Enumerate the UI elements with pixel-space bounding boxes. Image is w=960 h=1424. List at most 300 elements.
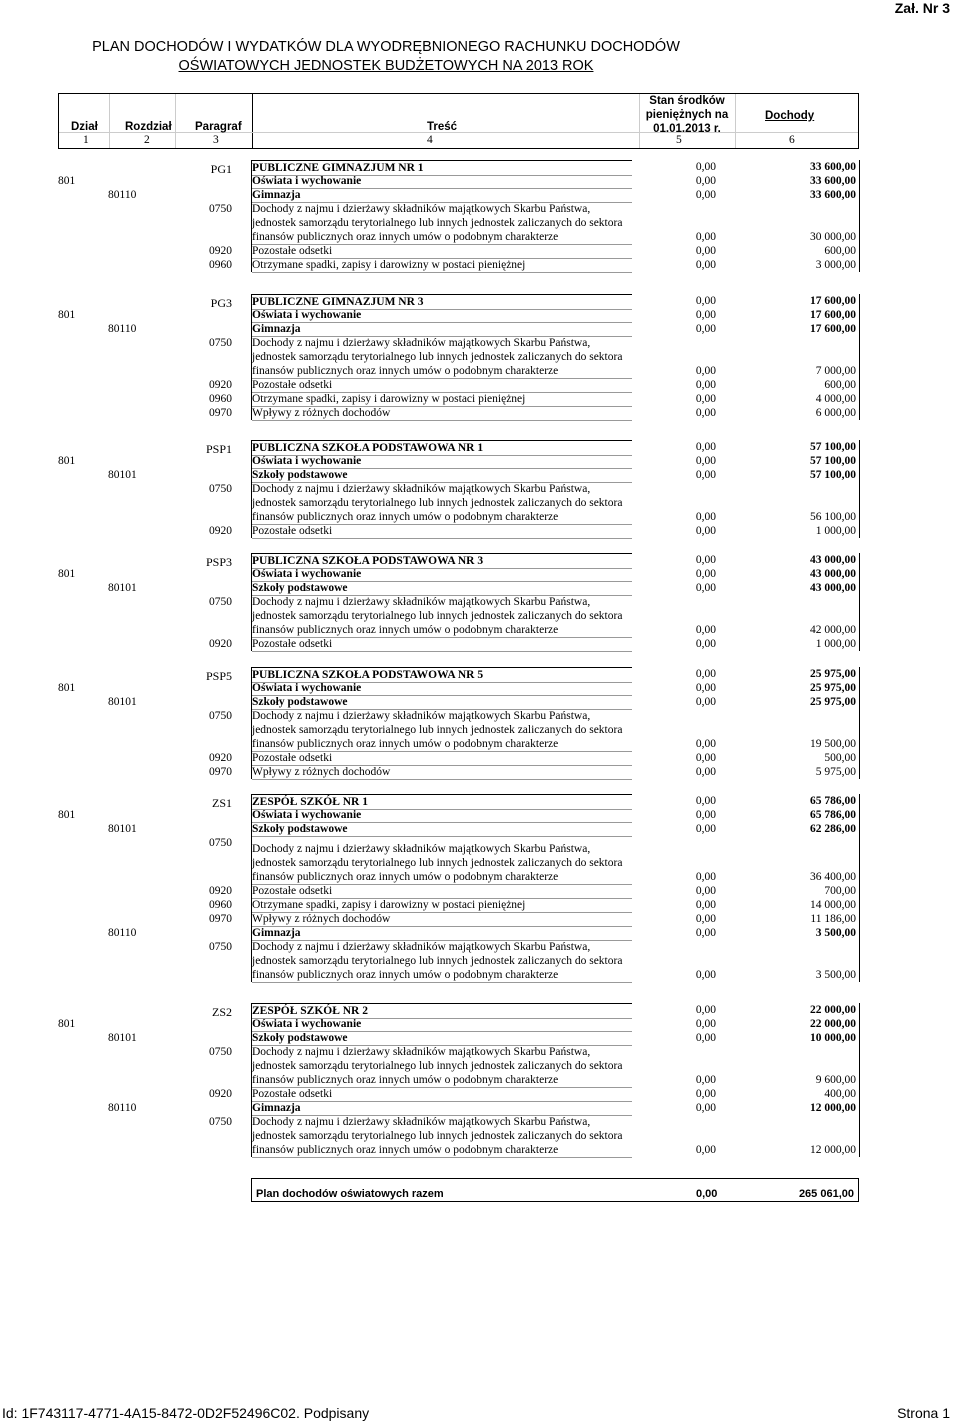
tresc-cell: PUBLICZNA SZKOŁA PODSTAWOWA NR 1	[252, 440, 632, 456]
dochody-cell: 17 600,00	[810, 309, 856, 321]
header-divider	[175, 94, 176, 148]
row-border	[859, 581, 860, 595]
paragraf-cell: 0920	[209, 638, 232, 650]
paragraf-cell: 0920	[209, 245, 232, 257]
table-row	[58, 524, 859, 538]
tresc-cell: Pozostałe odsetki	[252, 637, 632, 652]
dochody-cell: 17 600,00	[810, 323, 856, 335]
dochody-cell: 3 500,00	[815, 969, 856, 981]
tresc-cell: Dochody z najmu i dzierżawy składników majątkowych Skarbu Państwa, jednostek samorządu terytorialnego lub innych jednostek zaliczanych do sektora finansów publicznych oraz innych umów o podobnym charakterze	[252, 336, 632, 379]
paragraf-cell: 0750	[209, 1046, 232, 1058]
tresc-cell: Otrzymane spadki, zapisy i darowizny w postaci pieniężnej	[252, 392, 632, 407]
tresc-cell: ZESPÓŁ SZKÓŁ NR 1	[252, 794, 632, 810]
row-border	[859, 378, 860, 392]
stan-cell: 0,00	[695, 469, 716, 481]
stan-cell: 0,00	[695, 638, 716, 650]
paragraf-cell: 0750	[209, 837, 232, 849]
dochody-cell: 33 600,00	[810, 175, 856, 187]
row-border	[859, 1101, 860, 1115]
stan-cell: 0,00	[695, 1088, 716, 1100]
row-border	[859, 202, 860, 244]
paragraf-cell: 0970	[209, 766, 232, 778]
tresc-cell: Wpływy z różnych dochodów	[252, 765, 632, 780]
stan-cell: 0,00	[695, 1032, 716, 1044]
row-border	[859, 1045, 860, 1087]
summary-label: Plan dochodów oświatowych razem	[256, 1188, 444, 1200]
paragraf-cell: 0920	[209, 525, 232, 537]
row-border	[859, 174, 860, 188]
tresc-cell: Pozostałe odsetki	[252, 524, 632, 539]
col-number: 5	[676, 134, 682, 146]
dochody-cell: 25 975,00	[810, 696, 856, 708]
dochody-cell: 5 975,00	[815, 766, 856, 778]
paragraf-cell: 0960	[209, 899, 232, 911]
stan-cell: 0,00	[695, 441, 716, 453]
tresc-cell: Dochody z najmu i dzierżawy składników majątkowych Skarbu Państwa, jednostek samorządu terytorialnego lub innych jednostek zaliczanych do sektora finansów publicznych oraz innych umów o podobnym charakterze	[252, 482, 632, 525]
tresc-cell: Otrzymane spadki, zapisy i darowizny w postaci pieniężnej	[252, 258, 632, 273]
tresc-cell: Dochody z najmu i dzierżawy składników majątkowych Skarbu Państwa, jednostek samorządu terytorialnego lub innych jednostek zaliczanych do sektora finansów publicznych oraz innych umów o podobnym charakterze	[252, 1045, 632, 1088]
header-divider	[252, 94, 253, 148]
row-border	[859, 1087, 860, 1101]
row-border	[859, 336, 860, 378]
table-row	[58, 695, 859, 709]
dochody-cell: 56 100,00	[810, 511, 856, 523]
col-number: 1	[83, 134, 89, 146]
dochody-cell: 33 600,00	[810, 161, 856, 173]
dochody-cell: 3 500,00	[815, 927, 856, 939]
dochody-cell: 57 100,00	[810, 441, 856, 453]
tresc-cell: Oświata i wychowanie	[252, 174, 632, 189]
stan-cell: 0,00	[695, 624, 716, 636]
row-border	[859, 160, 860, 174]
header-rozdzial: Rozdział	[125, 121, 172, 133]
stan-cell: 0,00	[695, 766, 716, 778]
paragraf-cell: 0750	[209, 596, 232, 608]
dochody-cell: 62 286,00	[810, 823, 856, 835]
tresc-cell: Oświata i wychowanie	[252, 1017, 632, 1032]
row-border	[859, 244, 860, 258]
table-row	[58, 808, 859, 822]
table-row	[58, 378, 859, 392]
unit-block	[58, 160, 859, 272]
stan-cell: 0,00	[695, 899, 716, 911]
row-border	[859, 468, 860, 482]
stan-cell: 0,00	[695, 1018, 716, 1030]
unit-header-row	[58, 794, 859, 808]
paragraf-cell: 0960	[209, 393, 232, 405]
paragraf-cell: PSP1	[205, 442, 232, 456]
header-stan	[639, 94, 735, 136]
table-row	[58, 765, 859, 779]
table-row	[58, 406, 859, 420]
dochody-cell: 57 100,00	[810, 469, 856, 481]
document-title	[0, 38, 772, 76]
table-row	[58, 1115, 859, 1157]
footer-id: Id: 1F743117-4771-4A15-8472-0D2F52496C02. Podpisany	[2, 1405, 370, 1421]
summary-total: 265 061,00	[798, 1188, 854, 1200]
dochody-cell: 600,00	[824, 245, 856, 257]
row-border	[859, 454, 860, 468]
stan-cell: 0,00	[695, 582, 716, 594]
summary-row	[251, 1178, 859, 1202]
stan-cell: 0,00	[695, 969, 716, 981]
tresc-cell: Gimnazja	[252, 322, 632, 337]
unit-block	[58, 553, 859, 651]
stan-cell: 0,00	[695, 682, 716, 694]
stan-cell: 0,00	[695, 696, 716, 708]
table-row	[58, 392, 859, 406]
tresc-cell: Pozostałe odsetki	[252, 884, 632, 899]
dochody-cell: 3 000,00	[815, 259, 856, 271]
row-border	[859, 258, 860, 272]
tresc-cell: Oświata i wychowanie	[252, 681, 632, 696]
attachment-label: Zał. Nr 3	[894, 0, 950, 16]
table-row	[58, 482, 859, 524]
unit-header-row	[58, 440, 859, 454]
dochody-cell: 14 000,00	[810, 899, 856, 911]
paragraf-cell: 0920	[209, 885, 232, 897]
tresc-cell: PUBLICZNE GIMNAZJUM NR 1	[252, 160, 632, 176]
paragraf-cell: 0970	[209, 407, 232, 419]
dochody-cell: 36 400,00	[810, 871, 856, 883]
row-border	[859, 1115, 860, 1157]
rozdzial-cell: 80110	[108, 1102, 137, 1114]
dochody-cell: 22 000,00	[810, 1018, 856, 1030]
dochody-cell: 12 000,00	[810, 1144, 856, 1156]
tresc-cell: PUBLICZNE GIMNAZJUM NR 3	[252, 294, 632, 310]
dochody-cell: 7 000,00	[815, 365, 856, 377]
tresc-cell: Szkoły podstawowe	[252, 581, 632, 596]
stan-cell: 0,00	[695, 393, 716, 405]
stan-cell: 0,00	[695, 231, 716, 243]
row-border	[859, 681, 860, 695]
unit-header-row	[58, 667, 859, 681]
stan-cell: 0,00	[695, 885, 716, 897]
tresc-cell: Pozostałe odsetki	[252, 751, 632, 766]
tresc-cell: Szkoły podstawowe	[252, 1031, 632, 1046]
row-border	[859, 912, 860, 926]
dochody-cell: 57 100,00	[810, 455, 856, 467]
rozdzial-cell: 80110	[108, 189, 137, 201]
table-row	[58, 258, 859, 272]
row-border	[859, 822, 860, 836]
unit-block	[58, 667, 859, 779]
table-row	[58, 898, 859, 912]
row-border	[859, 322, 860, 336]
row-border	[859, 294, 860, 308]
tresc-cell: Gimnazja	[252, 1101, 632, 1116]
paragraf-cell: ZS1	[211, 796, 232, 810]
tresc-cell: Dochody z najmu i dzierżawy składników majątkowych Skarbu Państwa, jednostek samorządu terytorialnego lub innych jednostek zaliczanych do sektora finansów publicznych oraz innych umów o podobnym charakterze	[252, 842, 632, 885]
title-line-2: OŚWIATOWYCH JEDNOSTEK BUDŻETOWYCH NA 2013 ROK	[178, 58, 594, 74]
table-row	[58, 822, 859, 836]
unit-header-row	[58, 553, 859, 567]
table-row	[58, 912, 859, 926]
dzial-cell: 801	[58, 309, 76, 321]
table-row	[58, 836, 859, 884]
table-row	[58, 454, 859, 468]
paragraf-cell: 0920	[209, 752, 232, 764]
row-border	[859, 695, 860, 709]
table-row	[58, 308, 859, 322]
tresc-cell: Szkoły podstawowe	[252, 822, 632, 837]
stan-cell: 0,00	[695, 568, 716, 580]
stan-cell: 0,00	[695, 455, 716, 467]
stan-cell: 0,00	[695, 323, 716, 335]
tresc-cell: Dochody z najmu i dzierżawy składników majątkowych Skarbu Państwa, jednostek samorządu terytorialnego lub innych jednostek zaliczanych do sektora finansów publicznych oraz innych umów o podobnym charakterze	[252, 1115, 632, 1158]
rozdzial-cell: 80101	[108, 582, 137, 594]
row-border	[859, 308, 860, 322]
paragraf-cell: 0920	[209, 1088, 232, 1100]
tresc-cell: Oświata i wychowanie	[252, 567, 632, 582]
table-row	[58, 1031, 859, 1045]
stan-cell: 0,00	[695, 245, 716, 257]
table-row	[58, 709, 859, 751]
dochody-cell: 1 000,00	[815, 638, 856, 650]
stan-cell: 0,00	[695, 809, 716, 821]
header-stan-line: pieniężnych na	[645, 109, 729, 121]
row-border	[859, 898, 860, 912]
stan-cell: 0,00	[695, 161, 716, 173]
dochody-cell: 400,00	[824, 1088, 856, 1100]
table-row	[58, 884, 859, 898]
unit-header-row	[58, 160, 859, 174]
dochody-cell: 43 000,00	[810, 582, 856, 594]
tresc-cell: Wpływy z różnych dochodów	[252, 406, 632, 421]
tresc-cell: Oświata i wychowanie	[252, 454, 632, 469]
header-divider	[735, 94, 736, 148]
stan-cell: 0,00	[695, 1102, 716, 1114]
unit-block	[58, 794, 859, 982]
unit-block	[58, 1003, 859, 1157]
dochody-cell: 25 975,00	[810, 682, 856, 694]
paragraf-cell: 0750	[209, 203, 232, 215]
stan-cell: 0,00	[695, 1074, 716, 1086]
stan-cell: 0,00	[695, 525, 716, 537]
dochody-cell: 65 786,00	[810, 809, 856, 821]
tresc-cell: Dochody z najmu i dzierżawy składników majątkowych Skarbu Państwa, jednostek samorządu terytorialnego lub innych jednostek zaliczanych do sektora finansów publicznych oraz innych umów o podobnym charakterze	[252, 709, 632, 752]
row-border	[859, 637, 860, 651]
footer-page-number: Strona 1	[897, 1405, 950, 1421]
table-row	[58, 336, 859, 378]
stan-cell: 0,00	[695, 407, 716, 419]
tresc-cell: Gimnazja	[252, 188, 632, 203]
stan-cell: 0,00	[695, 738, 716, 750]
dochody-cell: 22 000,00	[810, 1004, 856, 1016]
row-border	[859, 482, 860, 524]
stan-cell: 0,00	[695, 752, 716, 764]
row-border	[859, 751, 860, 765]
stan-cell: 0,00	[695, 309, 716, 321]
tresc-cell: Pozostałe odsetki	[252, 1087, 632, 1102]
table-row	[58, 174, 859, 188]
tresc-cell: Pozostałe odsetki	[252, 378, 632, 393]
header-stan-line: 01.01.2013 r.	[653, 123, 721, 135]
tresc-cell: Szkoły podstawowe	[252, 468, 632, 483]
stan-cell: 0,00	[695, 871, 716, 883]
row-border	[859, 188, 860, 202]
table-row	[58, 468, 859, 482]
dochody-cell: 10 000,00	[810, 1032, 856, 1044]
dochody-cell: 42 000,00	[810, 624, 856, 636]
paragraf-cell: PSP3	[205, 555, 232, 569]
stan-cell: 0,00	[695, 1004, 716, 1016]
table-row	[58, 322, 859, 336]
row-border	[859, 595, 860, 637]
dochody-cell: 4 000,00	[815, 393, 856, 405]
dochody-cell: 1 000,00	[815, 525, 856, 537]
paragraf-cell: PG3	[210, 296, 232, 310]
stan-cell: 0,00	[695, 259, 716, 271]
tresc-cell: Wpływy z różnych dochodów	[252, 912, 632, 927]
table-row	[58, 188, 859, 202]
stan-cell: 0,00	[695, 554, 716, 566]
table-row	[58, 751, 859, 765]
table-row	[58, 202, 859, 244]
stan-cell: 0,00	[695, 379, 716, 391]
dochody-cell: 43 000,00	[810, 568, 856, 580]
table-row	[58, 1045, 859, 1087]
stan-cell: 0,00	[695, 511, 716, 523]
tresc-cell: Dochody z najmu i dzierżawy składników majątkowych Skarbu Państwa, jednostek samorządu terytorialnego lub innych jednostek zaliczanych do sektora finansów publicznych oraz innych umów o podobnym charakterze	[252, 202, 632, 245]
row-border	[859, 406, 860, 420]
dochody-cell: 30 000,00	[810, 231, 856, 243]
summary-stan: 0,00	[696, 1188, 718, 1200]
row-border	[859, 808, 860, 822]
tresc-cell: ZESPÓŁ SZKÓŁ NR 2	[252, 1003, 632, 1019]
row-border	[859, 524, 860, 538]
paragraf-cell: 0750	[209, 710, 232, 722]
row-border	[859, 440, 860, 454]
stan-cell: 0,00	[695, 365, 716, 377]
paragraf-cell: ZS2	[211, 1005, 232, 1019]
table-row	[58, 1087, 859, 1101]
table-row	[58, 1017, 859, 1031]
stan-cell: 0,00	[695, 668, 716, 680]
stan-cell: 0,00	[695, 913, 716, 925]
tresc-cell: Szkoły podstawowe	[252, 695, 632, 710]
col-number: 6	[789, 134, 795, 146]
dochody-cell: 65 786,00	[810, 795, 856, 807]
header-paragraf: Paragraf	[195, 121, 242, 133]
tresc-cell: Otrzymane spadki, zapisy i darowizny w postaci pieniężnej	[252, 898, 632, 913]
row-border	[859, 709, 860, 751]
col-number: 2	[144, 134, 150, 146]
row-border	[859, 567, 860, 581]
dzial-cell: 801	[58, 455, 76, 467]
row-border	[859, 794, 860, 808]
rozdzial-cell: 80101	[108, 823, 137, 835]
paragraf-cell: 0960	[209, 259, 232, 271]
dochody-cell: 9 600,00	[815, 1074, 856, 1086]
col-number: 4	[427, 134, 433, 146]
col-number: 3	[213, 134, 219, 146]
tresc-cell: Dochody z najmu i dzierżawy składników majątkowych Skarbu Państwa, jednostek samorządu terytorialnego lub innych jednostek zaliczanych do sektora finansów publicznych oraz innych umów o podobnym charakterze	[252, 595, 632, 638]
dochody-cell: 25 975,00	[810, 668, 856, 680]
row-border	[859, 1017, 860, 1031]
dzial-cell: 801	[58, 682, 76, 694]
tresc-cell: Gimnazja	[252, 926, 632, 941]
unit-header-row	[58, 294, 859, 308]
dochody-cell: 500,00	[824, 752, 856, 764]
dzial-cell: 801	[58, 809, 76, 821]
row-border	[859, 392, 860, 406]
header-tresc: Treść	[427, 121, 458, 133]
unit-header-row	[58, 1003, 859, 1017]
tresc-cell: PUBLICZNA SZKOŁA PODSTAWOWA NR 3	[252, 553, 632, 569]
tresc-cell: Dochody z najmu i dzierżawy składników majątkowych Skarbu Państwa, jednostek samorządu terytorialnego lub innych jednostek zaliczanych do sektora finansów publicznych oraz innych umów o podobnym charakterze	[252, 940, 632, 983]
dochody-cell: 6 000,00	[815, 407, 856, 419]
stan-cell: 0,00	[695, 175, 716, 187]
header-dochody: Dochody	[765, 110, 815, 122]
dochody-cell: 600,00	[824, 379, 856, 391]
header-divider	[109, 94, 110, 148]
table-row	[58, 681, 859, 695]
unit-block	[58, 440, 859, 538]
rozdzial-cell: 80101	[108, 1032, 137, 1044]
dochody-cell: 700,00	[824, 885, 856, 897]
dochody-cell: 12 000,00	[810, 1102, 856, 1114]
unit-block	[58, 294, 859, 420]
stan-cell: 0,00	[695, 189, 716, 201]
paragraf-cell: 0750	[209, 941, 232, 953]
table-row	[58, 567, 859, 581]
paragraf-cell: PSP5	[205, 669, 232, 683]
table-row	[58, 940, 859, 982]
table-row	[58, 1101, 859, 1115]
header-dzial: Dział	[71, 121, 98, 133]
dzial-cell: 801	[58, 1018, 76, 1030]
rozdzial-cell: 80101	[108, 696, 137, 708]
tresc-cell: Oświata i wychowanie	[252, 308, 632, 323]
row-border	[859, 940, 860, 982]
paragraf-cell: 0750	[209, 1116, 232, 1128]
tresc-cell: Oświata i wychowanie	[252, 808, 632, 823]
dzial-cell: 801	[58, 568, 76, 580]
header-stan-line: Stan środków	[649, 95, 725, 107]
row-border	[859, 1003, 860, 1017]
stan-cell: 0,00	[695, 795, 716, 807]
row-border	[859, 836, 860, 884]
tresc-cell: PUBLICZNA SZKOŁA PODSTAWOWA NR 5	[252, 667, 632, 683]
rozdzial-cell: 80110	[108, 927, 137, 939]
dochody-cell: 19 500,00	[810, 738, 856, 750]
stan-cell: 0,00	[695, 295, 716, 307]
row-border	[859, 553, 860, 567]
dochody-cell: 11 186,00	[810, 913, 856, 925]
table-row	[58, 581, 859, 595]
row-border	[859, 667, 860, 681]
row-border	[859, 926, 860, 940]
tresc-cell: Pozostałe odsetki	[252, 244, 632, 259]
dochody-cell: 17 600,00	[810, 295, 856, 307]
stan-cell: 0,00	[695, 1144, 716, 1156]
rozdzial-cell: 80101	[108, 469, 137, 481]
row-border	[859, 765, 860, 779]
header-rule	[59, 132, 858, 133]
stan-cell: 0,00	[695, 823, 716, 835]
title-line-1: PLAN DOCHODÓW I WYDATKÓW DLA WYODRĘBNIONEGO RACHUNKU DOCHODÓW	[92, 39, 680, 55]
paragraf-cell: 0920	[209, 379, 232, 391]
paragraf-cell: 0750	[209, 337, 232, 349]
table-row	[58, 595, 859, 637]
table-row	[58, 926, 859, 940]
paragraf-cell: 0970	[209, 913, 232, 925]
table-row	[58, 637, 859, 651]
paragraf-cell: 0750	[209, 483, 232, 495]
paragraf-cell: PG1	[210, 162, 232, 176]
rozdzial-cell: 80110	[108, 323, 137, 335]
